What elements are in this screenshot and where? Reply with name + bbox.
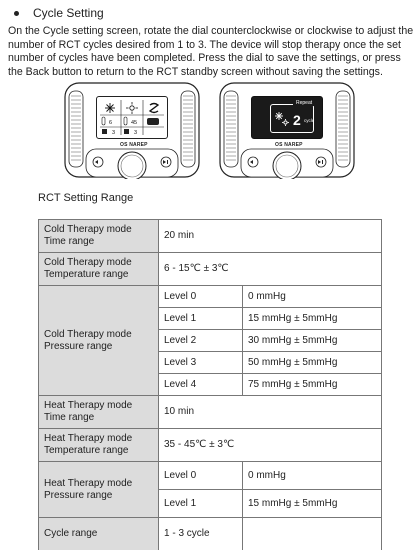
pressure-cell: 0 mmHg [243, 462, 382, 490]
level-cell: Level 1 [159, 490, 243, 518]
section-heading [14, 6, 104, 20]
table-row [39, 429, 382, 462]
cycle-screen [251, 96, 323, 139]
cold-temp-readout: 6 [109, 120, 113, 126]
table-row [39, 462, 382, 490]
table-row [39, 220, 382, 253]
row-label: Cycle range [39, 518, 159, 550]
table-row [39, 286, 382, 308]
brand-label: OS NAREP [275, 142, 303, 148]
level-cell: Level 4 [159, 374, 243, 396]
repeat-tab-label: Repeat [293, 100, 315, 106]
heat-level-readout: 3 [134, 130, 138, 136]
row-label: Heat Therapy mode Time range [39, 396, 159, 429]
pressure-cell: 0 mmHg [243, 286, 382, 308]
row-label: Heat Therapy mode Pressure range [39, 462, 159, 518]
table-row [39, 253, 382, 286]
level-cell: Level 2 [159, 330, 243, 352]
pressure-cell: 75 mmHg ± 5mmHg [243, 374, 382, 396]
cycle-count-value: 2 [293, 112, 301, 128]
table-row [39, 396, 382, 429]
device-illustration-cycle [217, 82, 357, 179]
rct-setting-range-table [38, 219, 382, 550]
row-label: Cold Therapy mode Temperature range [39, 253, 159, 286]
pressure-cell: 30 mmHg ± 5mmHg [243, 330, 382, 352]
pressure-cell: 15 mmHg ± 5mmHg [243, 308, 382, 330]
heat-temp-readout: 45 [131, 120, 138, 126]
instructions-paragraph: On the Cycle setting screen, rotate the dial counterclockwise or clockwise to adjust the number of RCT cycles desired from 1 to 3. The device will stop therapy once the set number of cycles have been completed. Press the dial to save the settings, or press the Back button to return to the RCT standby screen without saving the settings. [8, 25, 414, 78]
cold-level-readout: 3 [112, 130, 116, 136]
table-row [39, 518, 382, 550]
level-cell: Level 1 [159, 308, 243, 330]
level-cell: Level 0 [159, 462, 243, 490]
cycle-unit-label: cycle [304, 118, 315, 123]
row-value: 1 - 3 cycle [159, 518, 243, 550]
standby-screen [96, 96, 168, 139]
row-label: Heat Therapy mode Temperature range [39, 429, 159, 462]
standby-grid-icon [100, 100, 164, 135]
repeat-panel [270, 100, 315, 133]
device-illustration-standby [62, 82, 202, 179]
table-title: RCT Setting Range [38, 192, 134, 204]
row-value: 10 min [159, 396, 382, 429]
row-label: Cold Therapy mode Time range [39, 220, 159, 253]
repeat-mode-icon [274, 111, 290, 127]
level-cell: Level 3 [159, 352, 243, 374]
row-value: 6 - 15℃ ± 3℃ [159, 253, 382, 286]
empty-cell [243, 518, 382, 550]
section-heading-text: Cycle Setting [33, 6, 104, 20]
bullet-icon [14, 11, 19, 16]
level-cell: Level 0 [159, 286, 243, 308]
pressure-cell: 15 mmHg ± 5mmHg [243, 490, 382, 518]
row-value: 20 min [159, 220, 382, 253]
row-label: Cold Therapy mode Pressure range [39, 286, 159, 396]
pressure-cell: 50 mmHg ± 5mmHg [243, 352, 382, 374]
brand-label: OS NAREP [120, 142, 148, 148]
row-value: 35 - 45℃ ± 3℃ [159, 429, 382, 462]
